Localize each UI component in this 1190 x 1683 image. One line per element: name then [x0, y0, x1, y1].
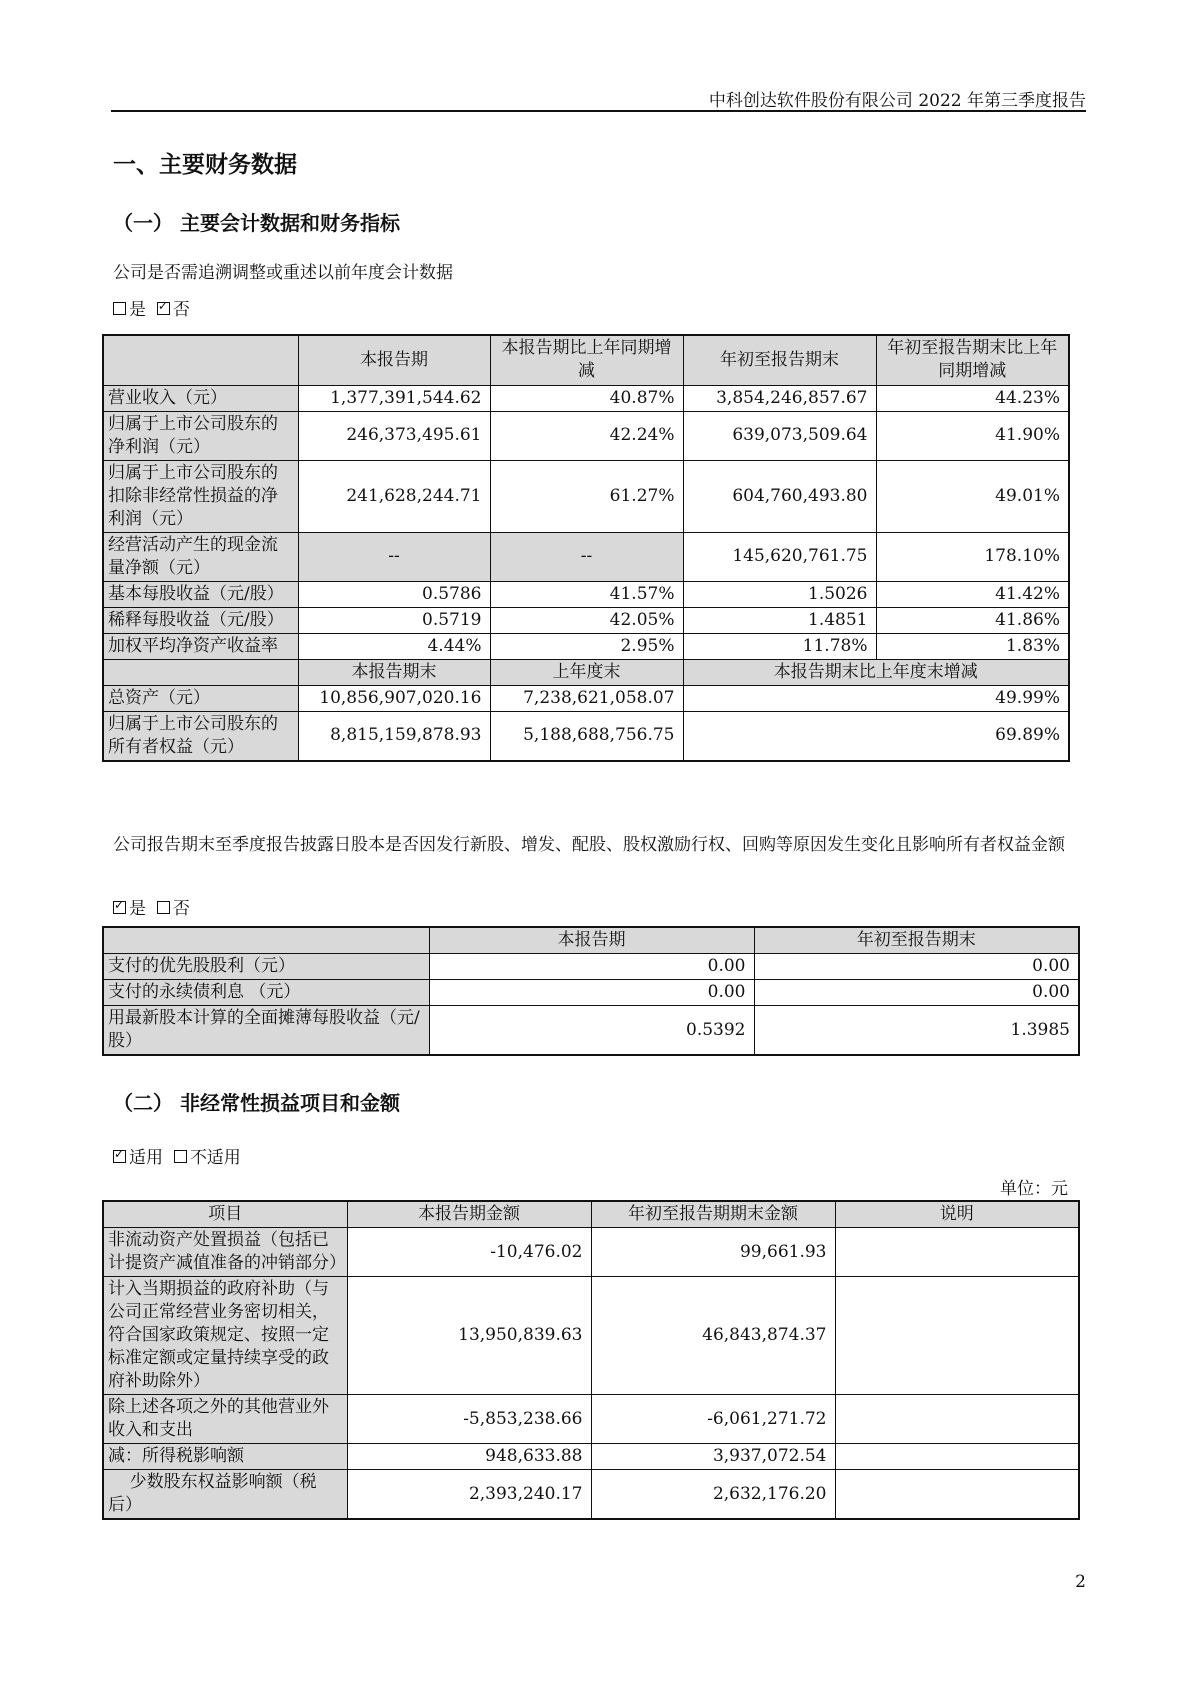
- header-divider: [111, 110, 1086, 112]
- col-header: 年初至报告期末: [683, 335, 876, 385]
- col-header: 年初至报告期期末金额: [591, 1201, 835, 1228]
- table-row: 减：所得税影响额 948,633.88 3,937,072.54: [103, 1444, 1079, 1470]
- section-title-financial-data: 一、主要财务数据: [113, 152, 297, 178]
- col-header: 年初至报告期末: [754, 927, 1079, 954]
- checkbox-unchecked-icon: [113, 302, 126, 315]
- table-row: 经营活动产生的现金流量净额（元） -- -- 145,620,761.75 178.10%: [103, 532, 1069, 581]
- share-capital-options: ✓是 否: [113, 894, 190, 919]
- restatement-options: 是 ✓ 否: [113, 295, 190, 320]
- checkbox-checked-icon: [157, 302, 170, 315]
- table-row: 非流动资产处置损益（包括已计提资产减值准备的冲销部分） -10,476.02 99,661.93: [103, 1228, 1079, 1277]
- table-row: 归属于上市公司股东的所有者权益（元） 8,815,159,878.93 5,188,688,756.75 69.89%: [103, 711, 1069, 761]
- restatement-question: 公司是否需追溯调整或重述以前年度会计数据: [113, 263, 453, 283]
- main-accounting-table: [102, 334, 1070, 762]
- col-header: 年初至报告期末比上年同期增减: [876, 335, 1069, 385]
- checkbox-checked-icon: [113, 1150, 126, 1163]
- table-row: 少数股东权益影响额（税后） 2,393,240.17 2,632,176.20: [103, 1470, 1079, 1520]
- table-subheader-row: [103, 659, 1069, 685]
- table-row: 支付的永续债利息 （元） 0.00 0.00: [103, 980, 1079, 1006]
- table-row: 归属于上市公司股东的净利润（元） 246,373,495.61 42.24% 639,073,509.64 41.90%: [103, 411, 1069, 460]
- table-corner: [103, 335, 298, 385]
- table-row: 基本每股收益（元/股） 0.5786 41.57% 1.5026 41.42%: [103, 581, 1069, 607]
- table-row: 营业收入（元） 1,377,391,544.62 40.87% 3,854,246,857.67 44.23%: [103, 385, 1069, 411]
- non-recurring-items-table: [102, 1200, 1080, 1520]
- section-title-non-recurring: （二） 非经常性损益项目和金额: [113, 1091, 400, 1115]
- checkbox-unchecked-icon: [157, 901, 170, 914]
- col-header: 本报告期: [298, 335, 490, 385]
- col-header: 项目: [103, 1201, 347, 1228]
- dividend-eps-table: [102, 926, 1080, 1056]
- table-row: 总资产（元） 10,856,907,020.16 7,238,621,058.07 49.99%: [103, 685, 1069, 711]
- table-row: 稀释每股收益（元/股） 0.5719 42.05% 1.4851 41.86%: [103, 607, 1069, 633]
- table-row: 归属于上市公司股东的扣除非经常性损益的净利润（元） 241,628,244.71 61.27% 604,760,493.80 49.01%: [103, 460, 1069, 532]
- col-header: 本报告期: [429, 927, 754, 954]
- col-header: 本报告期末比上年度末增减: [683, 659, 1069, 685]
- col-header: 上年度末: [490, 659, 683, 685]
- report-header: 中科创达软件股份有限公司 2022 年第三季度报告: [708, 91, 1086, 111]
- table-row: 用最新股本计算的全面摊薄每股收益（元/股） 0.5392 1.3985: [103, 1006, 1079, 1056]
- checkbox-checked-icon: [113, 901, 126, 914]
- table-row: 计入当期损益的政府补助（与公司正常经营业务密切相关，符合国家政策规定、按照一定标准定额或定量持续享受的政府补助除外） 13,950,839.63 46,843,874.37: [103, 1277, 1079, 1395]
- table-row: 支付的优先股股利（元） 0.00 0.00: [103, 954, 1079, 980]
- share-capital-question: 公司报告期末至季度报告披露日股本是否因发行新股、增发、配股、股权激励行权、回购等原因发生变化且影响所有者权益金额: [113, 835, 1065, 855]
- unit-label: 单位：元: [1000, 1179, 1068, 1199]
- col-header: 本报告期末: [298, 659, 490, 685]
- section-title-accounting-data: （一） 主要会计数据和财务指标: [113, 211, 400, 235]
- applicability-options: ✓适用 不适用: [113, 1143, 241, 1168]
- table-row: 加权平均净资产收益率 4.44% 2.95% 11.78% 1.83%: [103, 633, 1069, 659]
- col-header: 说明: [835, 1201, 1079, 1228]
- table-row: 除上述各项之外的其他营业外收入和支出 -5,853,238.66 -6,061,271.72: [103, 1395, 1079, 1444]
- col-header: 本报告期比上年同期增减: [490, 335, 683, 385]
- checkbox-unchecked-icon: [174, 1150, 187, 1163]
- page-number: 2: [1075, 1572, 1086, 1592]
- col-header: 本报告期金额: [347, 1201, 591, 1228]
